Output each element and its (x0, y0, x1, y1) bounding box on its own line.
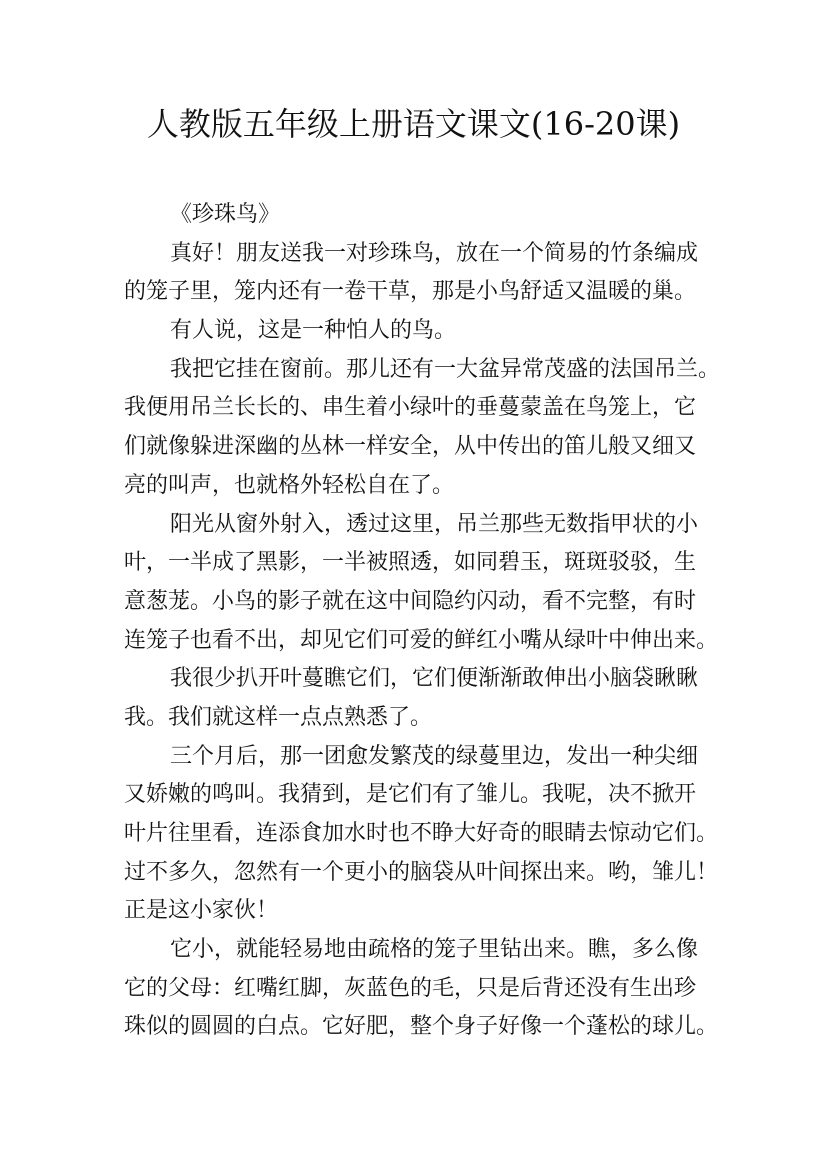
paragraph-line: 正是这小家伙！ (124, 898, 279, 924)
paragraph-line: 又娇嫩的鸣叫。我猜到，是它们有了雏儿。我呢，决不掀开 (124, 782, 697, 808)
paragraph-line: 我便用吊兰长长的、串生着小绿叶的垂蔓蒙盖在鸟笼上，它 (124, 395, 697, 421)
paragraph-line: 叶片往里看，连添食加水时也不睁大好奇的眼睛去惊动它们。 (124, 821, 719, 846)
section-heading: 《珍珠鸟》 (170, 202, 281, 227)
paragraph-line: 它小，就能轻易地由疏格的笼子里钻出来。瞧，多么像 (170, 937, 699, 963)
paragraph-line: 三个月后，那一团愈发繁茂的绿蔓里边，发出一种尖细 (170, 743, 699, 769)
document-title: 人教版五年级上册语文课文(16-20课) (146, 105, 681, 143)
paragraph-line: 亮的叫声，也就格外轻松自在了。 (124, 472, 455, 498)
paragraph-line: 意葱茏。小鸟的影子就在这中间隐约闪动，看不完整，有时 (124, 588, 697, 614)
paragraph-line: 我很少扒开叶蔓瞧它们，它们便渐渐敢伸出小脑袋瞅瞅 (170, 666, 699, 692)
paragraph-line: 连笼子也看不出，却见它们可爱的鲜红小嘴从绿叶中伸出来。 (124, 627, 719, 653)
paragraph-line: 它的父母：红嘴红脚，灰蓝色的毛，只是后背还没有生出珍 (124, 975, 697, 1001)
paragraph-line: 我把它挂在窗前。那儿还有一大盆异常茂盛的法国吊兰。 (170, 356, 721, 382)
paragraph-line: 我。我们就这样一点点熟悉了。 (124, 704, 433, 730)
paragraph-line: 们就像躲进深幽的丛林一样安全，从中传出的笛儿般又细又 (124, 434, 697, 460)
paragraph-line: 珠似的圆圆的白点。它好肥，整个身子好像一个蓬松的球儿。 (124, 1014, 719, 1040)
paragraph-line: 真好！朋友送我一对珍珠鸟，放在一个简易的竹条编成 (170, 240, 699, 266)
paragraph-line: 过不多久，忽然有一个更小的脑袋从叶间探出来。哟，雏儿！ (124, 859, 719, 885)
paragraph-line: 的笼子里，笼内还有一卷干草，那是小鸟舒适又温暖的巢。 (124, 279, 697, 305)
paragraph-line: 阳光从窗外射入，透过这里，吊兰那些无数指甲状的小 (170, 511, 699, 537)
document-body (124, 196, 721, 1047)
paragraph-line: 叶，一半成了黑影，一半被照透，如同碧玉，斑斑驳驳，生 (124, 550, 697, 576)
paragraph-line: 有人说，这是一种怕人的鸟。 (170, 318, 457, 344)
